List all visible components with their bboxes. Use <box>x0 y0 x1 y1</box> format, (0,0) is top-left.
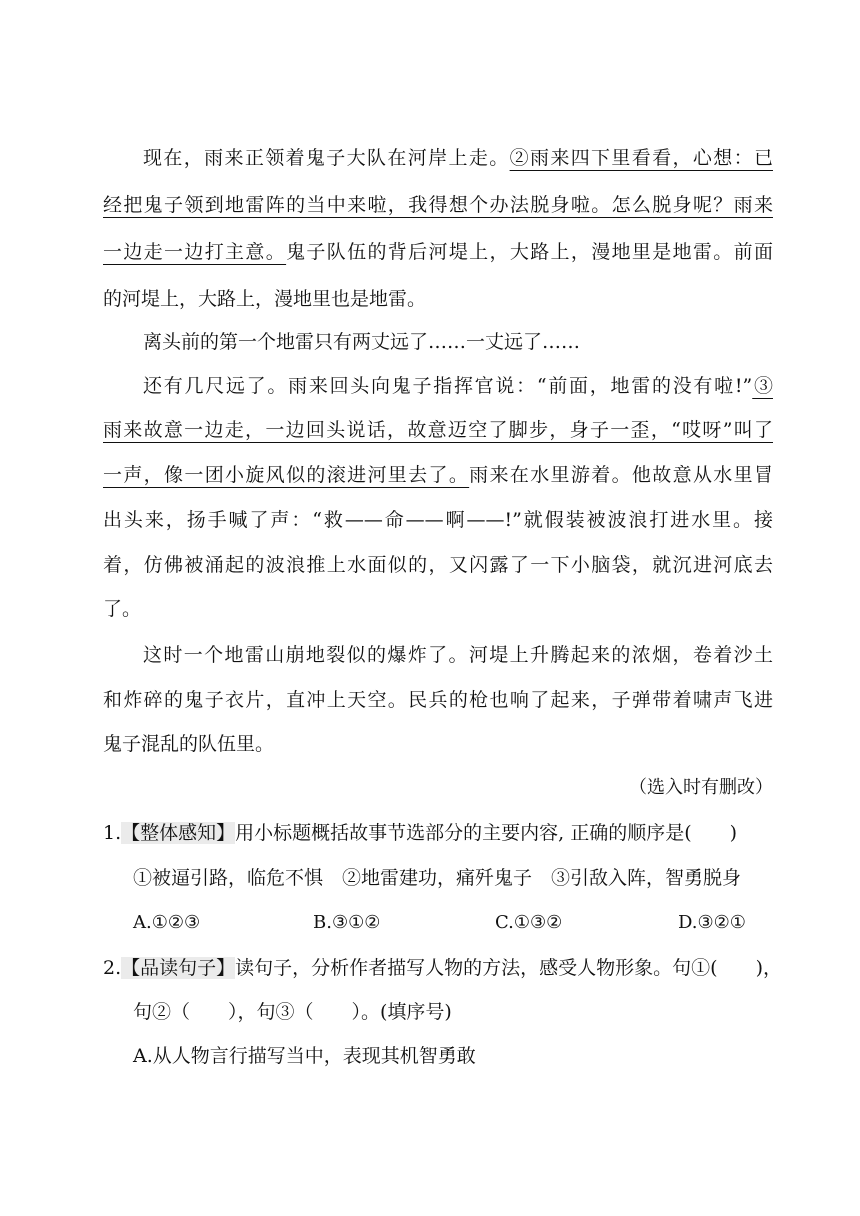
paragraph-text: 雨来在水里游着。他故意从水里冒 <box>469 464 773 486</box>
question-category-tag: 【品读句子】 <box>121 957 236 979</box>
paragraph-text: 鬼子队伍的背后河堤上，大路上，漫地里是地雷。前面 <box>286 241 773 263</box>
paragraph-1-line-2: 经把鬼子领到地雷阵的当中来啦，我得想个办法脱身啦。怎么脱身呢？雨来 <box>103 194 773 216</box>
paragraph-4-line-2: 和炸碎的鬼子衣片，直冲上天空。民兵的枪也响了起来，子弹带着啸声飞进 <box>103 689 773 711</box>
question-2-stem-continued: 句②（ ），句③（ ）。(填序号) <box>133 1001 452 1023</box>
question-number: 2. <box>103 957 122 979</box>
underlined-sentence-3-marker: ③ <box>752 375 773 397</box>
paragraph-1-line-1 <box>143 146 773 170</box>
question-number: 1. <box>103 822 122 844</box>
source-note: （选入时有删改） <box>629 777 773 798</box>
paragraph-2: 离头前的第一个地雷只有两丈远了……一丈远了…… <box>143 331 581 353</box>
paragraph-3-line-6: 了。 <box>103 598 142 620</box>
question-category-tag: 【整体感知】 <box>121 822 236 844</box>
paragraph-3-line-4: 出头来，扬手喊了声：“救——命——啊——!”就假装被波浪打进水里。接 <box>103 509 773 531</box>
option-d[interactable]: D.③②① <box>678 912 746 933</box>
underlined-sentence-2-end: 一边走一边打主意。 <box>103 241 287 263</box>
paragraph-1-line-3 <box>103 240 773 264</box>
paragraph-4-line-3: 鬼子混乱的队伍里。 <box>103 733 275 755</box>
paragraph-3-line-1 <box>143 374 773 398</box>
question-text: 用小标题概括故事节选部分的主要内容, 正确的顺序是( ) <box>235 822 738 844</box>
underlined-sentence-2: ②雨来四下里看看，心想：已 <box>509 147 773 169</box>
option-b[interactable]: B.③①② <box>313 912 381 933</box>
paragraph-3-line-5: 着，仿佛被涌起的波浪推上水面似的，又闪露了一下小脑袋，就沉进河底去 <box>103 554 773 576</box>
question-text: 读句子，分析作者描写人物的方法，感受人物形象。句①( )， <box>235 957 782 979</box>
paragraph-text: 还有几尺远了。雨来回头向鬼子指挥官说：“前面，地雷的没有啦!” <box>143 375 753 397</box>
question-1-stem <box>103 821 773 845</box>
paragraph-3-line-3 <box>103 463 773 487</box>
question-1-items: ①被逼引路，临危不惧 ②地雷建功，痛歼鬼子 ③引敌入阵，智勇脱身 <box>133 867 742 889</box>
paragraph-text: 现在，雨来正领着鬼子大队在河岸上走。 <box>143 147 510 169</box>
paragraph-4-line-1: 这时一个地雷山崩地裂似的爆炸了。河堤上升腾起来的浓烟，卷着沙土 <box>143 644 773 666</box>
option-c[interactable]: C.①③② <box>495 912 563 933</box>
question-2-option-a[interactable]: A.从人物言行描写当中，表现其机智勇敢 <box>133 1045 476 1067</box>
question-2-stem <box>103 956 782 980</box>
underlined-sentence-3-end: 一声，像一团小旋风似的滚进河里去了。 <box>103 464 470 486</box>
paragraph-1-line-4: 的河堤上，大路上，漫地里也是地雷。 <box>103 288 427 310</box>
paragraph-3-line-2: 雨来故意一边走，一边回头说话，故意迈空了脚步，身子一歪，“哎呀”叫了 <box>103 419 773 441</box>
option-a[interactable]: A.①②③ <box>133 912 201 933</box>
